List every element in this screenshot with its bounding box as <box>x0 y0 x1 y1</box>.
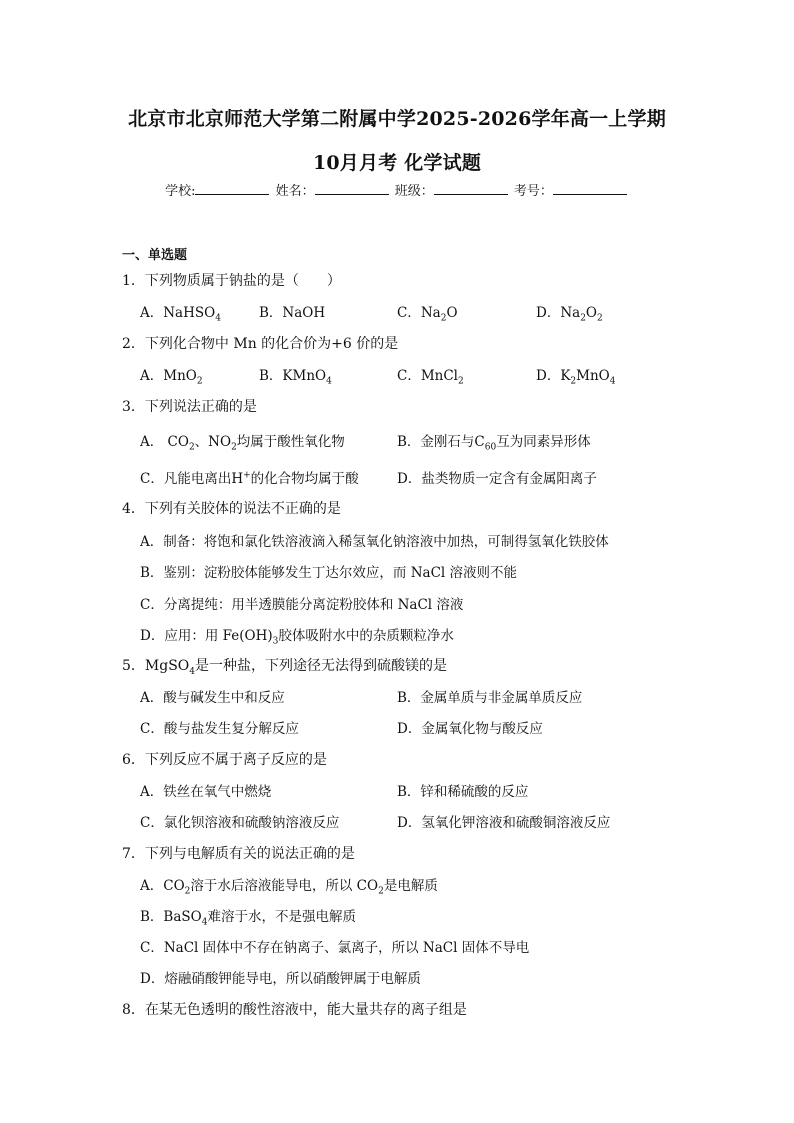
question-1-option-a: A．NaHSO$_4$ <box>140 305 221 324</box>
exam-title-line2: 10月月考 化学试题 <box>312 152 482 174</box>
question-4-option-d: D．应用：用 $Fe(OH)_3$胶体吸附水中的杂质颗粒净水 <box>140 628 454 647</box>
question-7-stem: 7．下列与电解质有关的说法正确的是 <box>122 846 355 862</box>
question-2-option-b: B．KMnO$_4$ <box>259 368 332 387</box>
exam-no-blank <box>553 181 627 195</box>
question-6-option-a: A．铁丝在氧气中燃烧 <box>140 784 272 800</box>
question-2-option-d: D．$K_2MnO_4$ <box>536 368 616 387</box>
question-1-option-c: C．$Na_2O$ <box>397 305 458 324</box>
question-7-option-b: B．BaSO$_4$难溶于水，不是强电解质 <box>140 909 356 928</box>
question-7-option-c: C．NaCl 固体中不存在钠离子、氯离子，所以 NaCl 固体不导电 <box>140 940 530 956</box>
question-5-option-b: B．金属单质与非金属单质反应 <box>397 690 583 706</box>
exam-no-label: 考号： <box>513 184 553 199</box>
question-1-option-b: B．NaOH <box>259 305 326 321</box>
question-5-stem: 5．MgSO$_4$是一种盐，下列途径无法得到硫酸镁的是 <box>122 658 448 677</box>
question-3-option-a: A． $CO_2$、$NO_2$均属于酸性氧化物 <box>140 434 345 453</box>
name-label: 姓名： <box>275 184 315 199</box>
exam-title-line1: 北京市北京师范大学第二附属中学2025-2026学年高一上学期 <box>128 108 666 130</box>
question-6-option-c: C．氯化钡溶液和硫酸钠溶液反应 <box>140 815 340 831</box>
question-3-stem: 3．下列说法正确的是 <box>122 399 257 415</box>
question-1-stem: 1．下列物质属于钠盐的是（ ） <box>122 273 341 289</box>
question-4-option-a: A．制备：将饱和氯化铁溶液滴入稀氢氧化钠溶液中加热，可制得氢氧化铁胶体 <box>140 534 609 550</box>
school-label: 学校: <box>165 184 196 199</box>
question-3-option-c: C．凡能电离出H+的化合物均属于酸 <box>140 470 359 487</box>
class-blank <box>434 181 508 195</box>
name-blank <box>315 181 389 195</box>
question-5-option-a: A．酸与碱发生中和反应 <box>140 690 285 706</box>
question-8-stem: 8．在某无色透明的酸性溶液中，能大量共存的离子组是 <box>122 1002 467 1018</box>
question-3-option-d: D．盐类物质一定含有金属阳离子 <box>397 471 597 487</box>
question-6-option-b: B．锌和稀硫酸的反应 <box>397 784 529 800</box>
question-6-stem: 6．下列反应不属于离子反应的是 <box>122 752 327 768</box>
question-2-option-a: A．MnO$_2$ <box>140 368 203 387</box>
student-info-row <box>0 180 794 199</box>
question-3-option-b: B．金刚石与$C_{60}$互为同素异形体 <box>397 434 591 453</box>
question-4-option-b: B．鉴别：淀粉胶体能够发生丁达尔效应，而 NaCl 溶液则不能 <box>140 565 518 581</box>
question-5-option-c: C．酸与盐发生复分解反应 <box>140 721 299 737</box>
school-blank <box>195 181 269 195</box>
question-1-option-d: D．$Na_2O_2$ <box>536 305 603 324</box>
question-4-option-c: C．分离提纯：用半透膜能分离淀粉胶体和 NaCl 溶液 <box>140 597 464 613</box>
question-2-option-c: C．MnCl$_2$ <box>397 368 464 387</box>
class-label: 班级： <box>394 184 434 199</box>
question-4-stem: 4．下列有关胶体的说法不正确的是 <box>122 501 341 517</box>
question-6-option-d: D．氢氧化钾溶液和硫酸铜溶液反应 <box>397 815 611 831</box>
question-2-stem: 2．下列化合物中 Mn 的化合价为+6 价的是 <box>122 336 399 352</box>
question-5-option-d: D．金属氧化物与酸反应 <box>397 721 543 737</box>
section-title: 一、单选题 <box>122 248 188 263</box>
question-7-option-d: D．熔融硝酸钾能导电，所以硝酸钾属于电解质 <box>140 971 421 987</box>
question-7-option-a: A．$CO_2$溶于水后溶液能导电，所以 $CO_2$是电解质 <box>140 878 438 897</box>
